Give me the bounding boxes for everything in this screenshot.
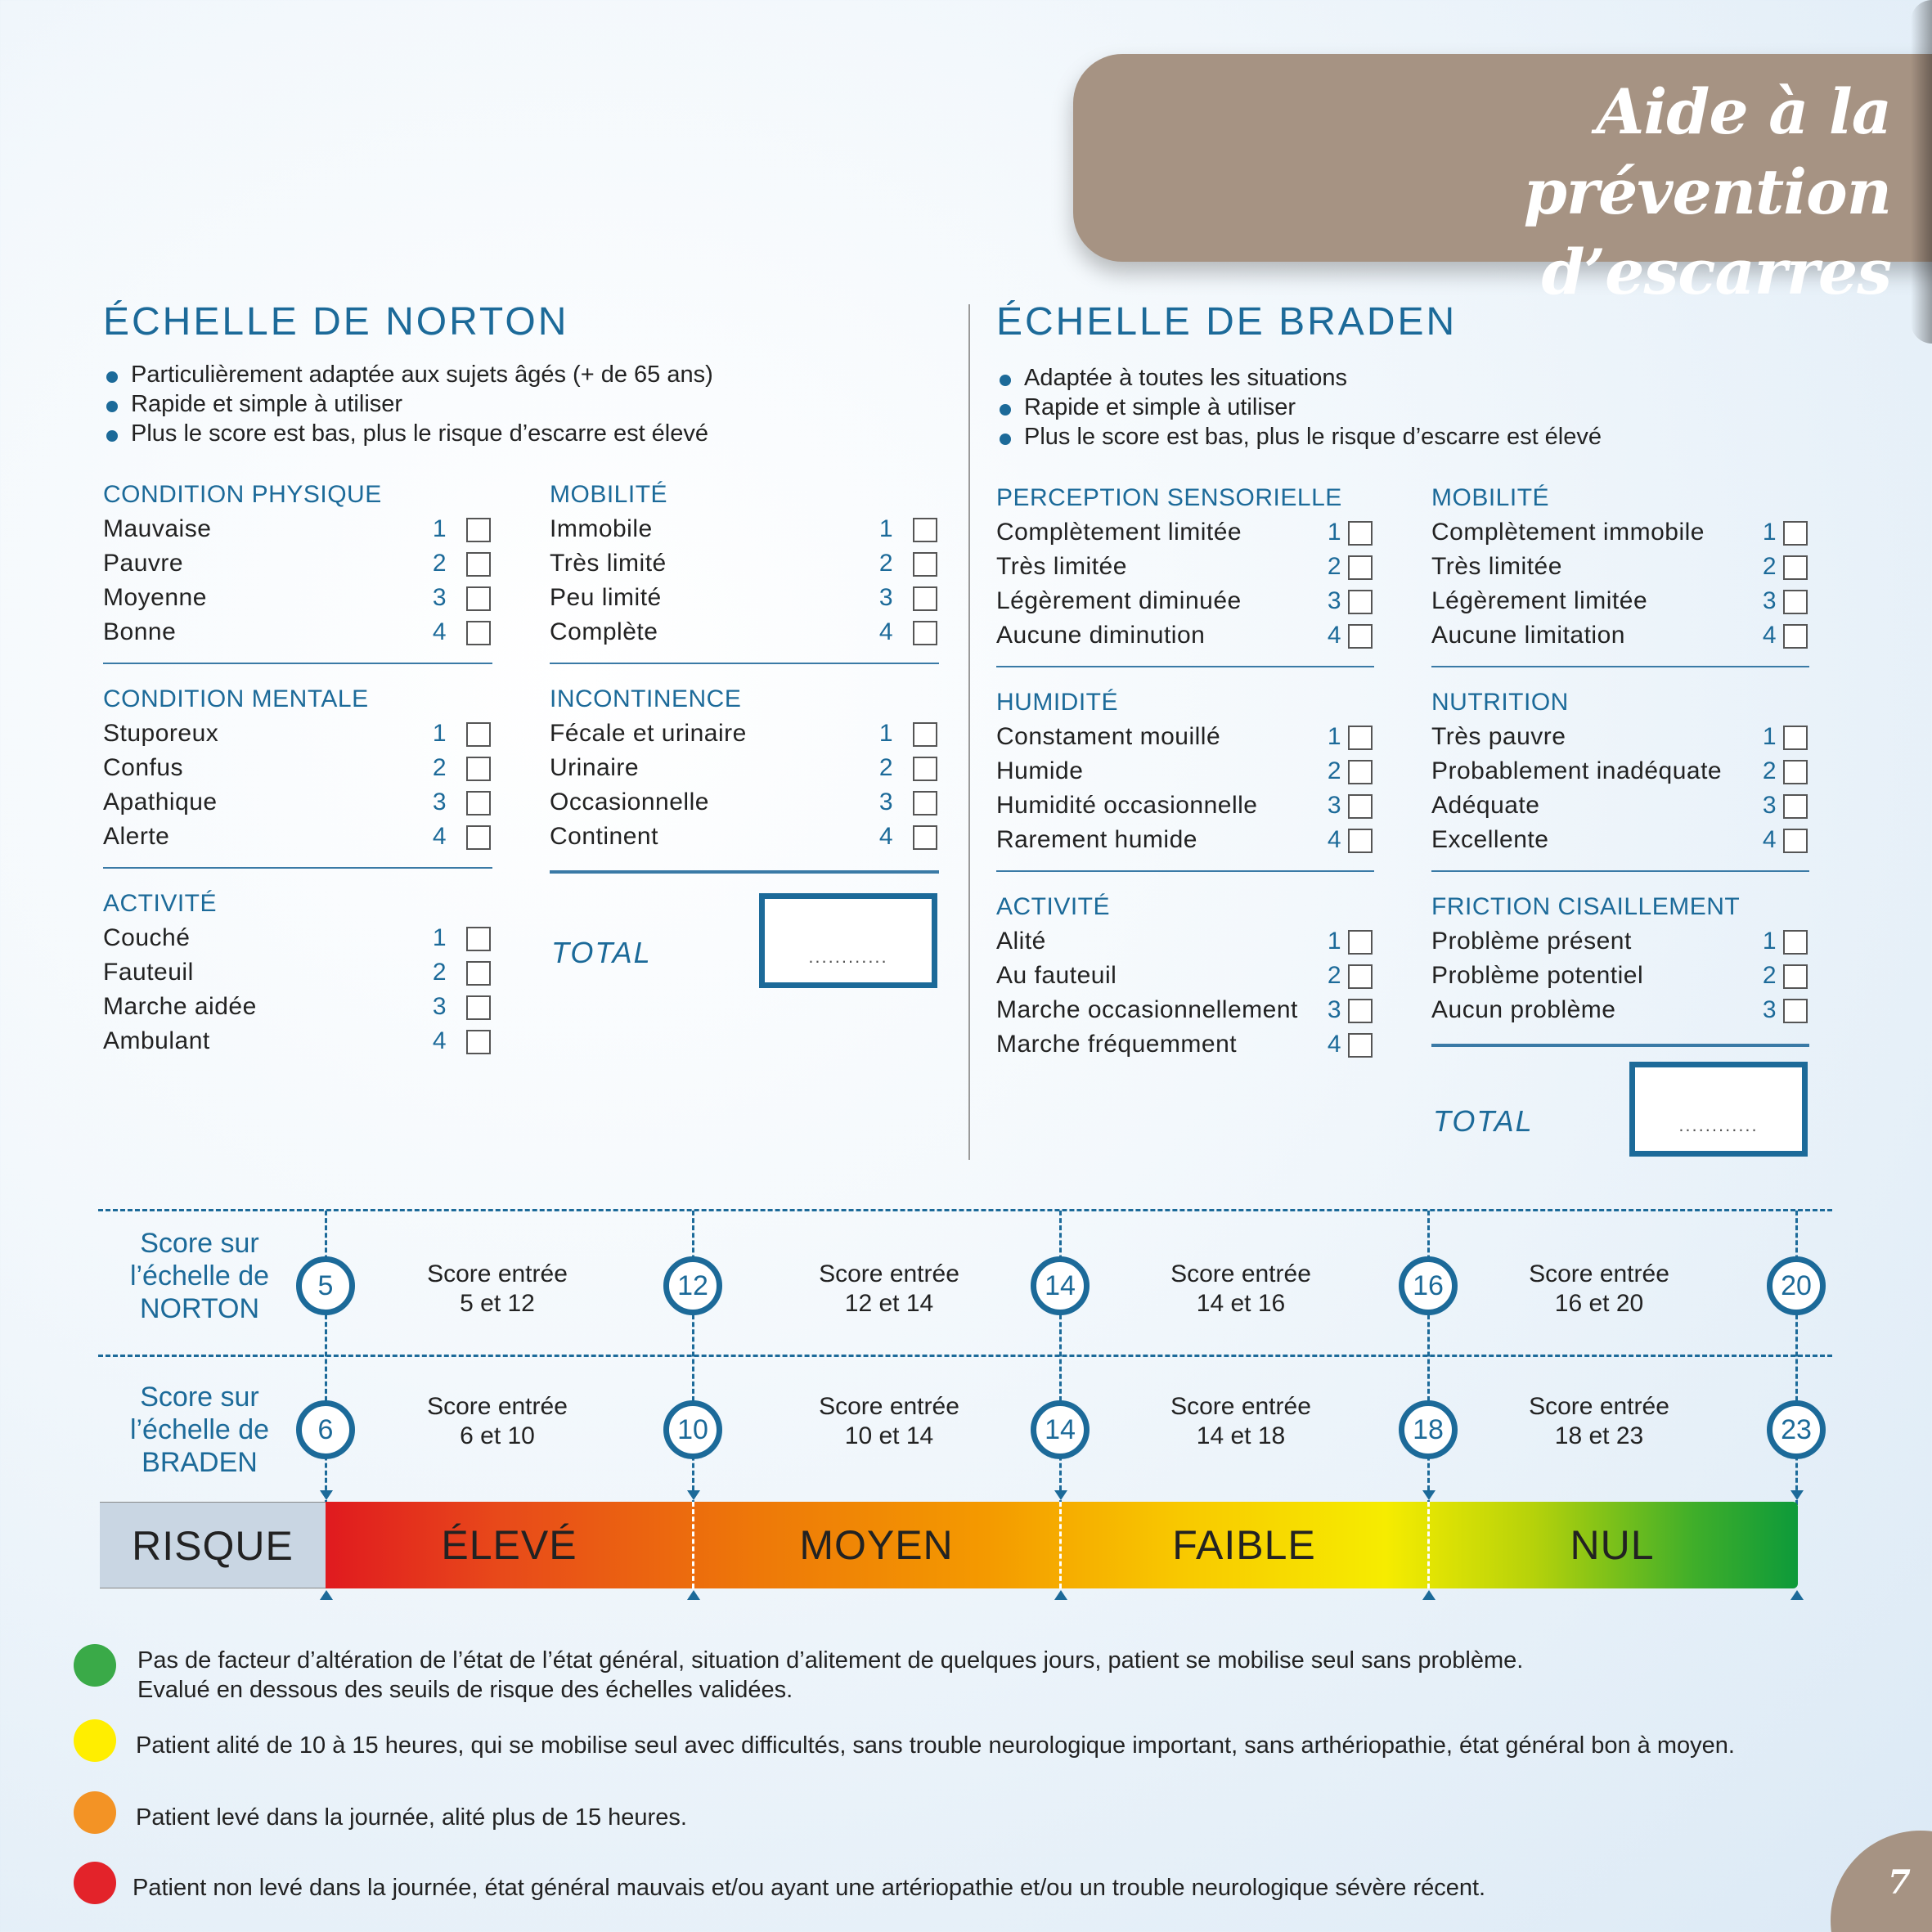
marker-arrow-up <box>1422 1590 1436 1600</box>
option-row <box>103 955 492 990</box>
option-row <box>996 720 1374 754</box>
option-row <box>1431 584 1809 618</box>
option-score: 1 <box>1327 723 1341 750</box>
option-row <box>550 581 939 615</box>
option-checkbox[interactable] <box>913 825 937 850</box>
option-label: Humidité occasionnelle <box>996 792 1258 819</box>
marker-arrow-down <box>1422 1490 1436 1500</box>
legend-line: Patient alité de 10 à 15 heures, qui se mobilise seul avec difficultés, sans trouble neurologique important, sans arthériopathie, état général bon à moyen. <box>136 1732 1735 1759</box>
option-checkbox[interactable] <box>1348 726 1373 750</box>
group-title: CONDITION PHYSIQUE <box>103 481 382 508</box>
option-label: Humide <box>996 757 1084 784</box>
option-label: Complètement immobile <box>1431 519 1705 546</box>
option-row <box>1431 993 1809 1027</box>
label-line: l’échelle de <box>129 1260 270 1292</box>
norton-total-label: TOTAL <box>551 936 652 969</box>
option-score: 2 <box>1762 962 1777 989</box>
group-title: NUTRITION <box>1431 689 1569 716</box>
option-score: 1 <box>432 515 447 542</box>
option-score: 1 <box>1762 519 1777 546</box>
option-label: Peu limité <box>550 584 662 611</box>
legend-text-orange <box>136 1803 1853 1832</box>
option-score: 1 <box>432 720 447 747</box>
option-checkbox[interactable] <box>466 791 491 815</box>
option-row <box>550 512 939 546</box>
legend-text-red <box>133 1873 1850 1903</box>
option-checkbox[interactable] <box>1783 794 1808 819</box>
option-label: Bonne <box>103 618 177 645</box>
option-label: Marche fréquemment <box>996 1031 1238 1058</box>
option-score: 3 <box>432 584 447 611</box>
norton-threshold-marker: 12 <box>663 1256 722 1315</box>
legend-line: Pas de facteur d’altération de l’état de l’état général, situation d’alitement de quelques jours, patient se mobilise seul sans problème. <box>137 1647 1524 1674</box>
option-row <box>103 546 492 581</box>
option-row <box>550 820 939 854</box>
label-line: Score sur <box>140 1228 259 1259</box>
option-row <box>1431 720 1809 754</box>
norton-range <box>766 1260 1012 1319</box>
option-label: Complète <box>550 618 658 645</box>
option-checkbox[interactable] <box>1783 999 1808 1023</box>
option-score: 3 <box>1327 792 1341 819</box>
option-label: Alité <box>996 928 1046 955</box>
option-score: 4 <box>1327 1031 1341 1058</box>
option-row <box>103 1024 492 1058</box>
braden-total-label: TOTAL <box>1433 1104 1534 1138</box>
norton-group-incontinence <box>550 682 939 854</box>
option-checkbox[interactable] <box>913 552 937 577</box>
norton-bullets <box>103 360 713 448</box>
title-line-1: Aide à la <box>1596 75 1891 148</box>
option-score: 4 <box>432 618 447 645</box>
range-line: 12 et 14 <box>844 1290 934 1317</box>
option-checkbox[interactable] <box>913 757 937 781</box>
option-score: 2 <box>878 754 893 781</box>
marker-arrow-down <box>1790 1490 1804 1500</box>
option-checkbox[interactable] <box>466 518 491 542</box>
option-label: Légèrement diminuée <box>996 587 1242 614</box>
option-label: Marche occasionnellement <box>996 996 1298 1023</box>
option-checkbox[interactable] <box>1348 829 1373 853</box>
option-score: 4 <box>1327 826 1341 853</box>
grid-line-vertical <box>325 1211 327 1505</box>
option-checkbox[interactable] <box>466 995 491 1020</box>
option-score: 2 <box>432 959 447 986</box>
option-checkbox[interactable] <box>1348 794 1373 819</box>
braden-threshold-marker: 6 <box>296 1400 355 1459</box>
option-row <box>103 990 492 1024</box>
option-row <box>996 1027 1374 1062</box>
risk-level-faible: FAIBLE <box>1172 1522 1316 1568</box>
column-divider <box>968 304 970 1160</box>
legend-dot-orange <box>74 1791 116 1834</box>
option-score: 2 <box>432 754 447 781</box>
option-row <box>1431 754 1809 789</box>
option-label: Problème potentiel <box>1431 962 1644 989</box>
option-checkbox[interactable] <box>1783 521 1808 546</box>
option-row <box>996 789 1374 823</box>
label-line: Score sur <box>140 1382 259 1413</box>
braden-threshold-marker: 14 <box>1031 1400 1090 1459</box>
option-row <box>550 751 939 785</box>
group-title: MOBILITÉ <box>1431 484 1550 511</box>
norton-group-condition-physique <box>103 478 492 649</box>
risk-label: RISQUE <box>100 1502 326 1588</box>
legend-text-yellow <box>136 1731 1853 1760</box>
braden-bullet: Rapide et simple à utiliser <box>996 393 1602 422</box>
page-edge-shadow <box>1911 0 1932 344</box>
option-row <box>103 717 492 751</box>
option-row <box>550 546 939 581</box>
norton-range <box>1118 1260 1364 1319</box>
option-label: Adéquate <box>1431 792 1540 819</box>
marker-arrow-up <box>687 1590 700 1600</box>
option-row <box>103 785 492 820</box>
option-label: Marche aidée <box>103 993 257 1020</box>
option-row <box>103 751 492 785</box>
option-checkbox[interactable] <box>1783 829 1808 853</box>
option-label: Aucun problème <box>1431 996 1616 1023</box>
option-score: 3 <box>1327 587 1341 614</box>
braden-title: ÉCHELLE DE BRADEN <box>996 300 1458 344</box>
option-label: Fauteuil <box>103 959 194 986</box>
option-row <box>996 823 1374 857</box>
option-score: 4 <box>1762 826 1777 853</box>
range-line: 14 et 16 <box>1196 1290 1286 1317</box>
page-number: 7 <box>1888 1863 1911 1902</box>
option-row <box>1431 618 1809 653</box>
range-line: 18 et 23 <box>1554 1422 1644 1449</box>
option-label: Aucune limitation <box>1431 622 1625 649</box>
option-label: Ambulant <box>103 1027 210 1054</box>
braden-group-activite <box>996 890 1374 1062</box>
norton-bullet: Rapide et simple à utiliser <box>103 389 713 419</box>
risk-level-nul: NUL <box>1570 1522 1655 1568</box>
option-checkbox[interactable] <box>913 621 937 645</box>
option-label: Moyenne <box>103 584 207 611</box>
braden-group-friction-cisaillement <box>1431 890 1809 1027</box>
group-title: ACTIVITÉ <box>996 893 1111 920</box>
option-checkbox[interactable] <box>1783 964 1808 989</box>
option-label: Aucune diminution <box>996 622 1206 649</box>
option-label: Complètement limitée <box>996 519 1242 546</box>
risk-level-eleve: ÉLEVÉ <box>441 1522 577 1568</box>
braden-range <box>1118 1392 1364 1451</box>
option-row <box>1431 959 1809 993</box>
option-label: Constament mouillé <box>996 723 1221 750</box>
option-score: 4 <box>432 1027 447 1054</box>
option-score: 1 <box>1327 519 1341 546</box>
option-score: 4 <box>878 823 893 850</box>
legend-dot-yellow <box>74 1719 116 1762</box>
option-row <box>1431 550 1809 584</box>
option-row <box>550 717 939 751</box>
option-score: 3 <box>1762 587 1777 614</box>
option-checkbox[interactable] <box>466 722 491 747</box>
option-row <box>1431 789 1809 823</box>
norton-threshold-marker: 5 <box>296 1256 355 1315</box>
option-checkbox[interactable] <box>1348 1033 1373 1058</box>
option-checkbox[interactable] <box>913 518 937 542</box>
option-label: Pauvre <box>103 550 184 577</box>
option-label: Stuporeux <box>103 720 219 747</box>
option-label: Mauvaise <box>103 515 212 542</box>
option-checkbox[interactable] <box>913 586 937 611</box>
grid-line-vertical <box>1795 1211 1798 1505</box>
group-title: CONDITION MENTALE <box>103 685 369 712</box>
marker-arrow-up <box>1790 1590 1804 1600</box>
risk-level-moyen: MOYEN <box>799 1522 954 1568</box>
braden-threshold-marker: 18 <box>1399 1400 1458 1459</box>
option-row <box>1431 924 1809 959</box>
option-checkbox[interactable] <box>1348 521 1373 546</box>
range-line: Score entrée <box>1170 1260 1311 1287</box>
range-line: 14 et 18 <box>1196 1422 1286 1449</box>
option-score: 1 <box>432 924 447 951</box>
option-score: 3 <box>878 789 893 815</box>
option-label: Très pauvre <box>1431 723 1566 750</box>
marker-arrow-down <box>320 1490 333 1500</box>
group-title: HUMIDITÉ <box>996 689 1118 716</box>
option-label: Occasionnelle <box>550 789 709 815</box>
norton-group-mobilite <box>550 478 939 649</box>
option-row <box>103 921 492 955</box>
option-score: 4 <box>432 823 447 850</box>
group-title: PERCEPTION SENSORIELLE <box>996 484 1342 511</box>
norton-group-activite <box>103 887 492 1058</box>
range-line: Score entrée <box>1170 1393 1311 1420</box>
range-line: 6 et 10 <box>460 1422 535 1449</box>
range-line: Score entrée <box>819 1393 959 1420</box>
option-label: Urinaire <box>550 754 640 781</box>
option-label: Rarement humide <box>996 826 1197 853</box>
marker-arrow-up <box>320 1590 333 1600</box>
braden-bullet: Adaptée à toutes les situations <box>996 363 1602 393</box>
legend-dot-red <box>74 1862 116 1904</box>
option-label: Très limité <box>550 550 667 577</box>
legend-line: Evalué en dessous des seuils de risque des échelles validées. <box>137 1677 793 1703</box>
braden-range <box>375 1392 620 1451</box>
braden-group-perception-sensorielle <box>996 481 1374 653</box>
option-label: Couché <box>103 924 191 951</box>
norton-range <box>375 1260 620 1319</box>
option-score: 1 <box>878 515 893 542</box>
option-score: 2 <box>1762 553 1777 580</box>
option-checkbox[interactable] <box>1783 726 1808 750</box>
option-score: 2 <box>432 550 447 577</box>
range-line: 5 et 12 <box>460 1290 535 1317</box>
option-row <box>996 618 1374 653</box>
range-line: 10 et 14 <box>844 1422 934 1449</box>
option-checkbox[interactable] <box>1348 760 1373 784</box>
label-line: NORTON <box>139 1293 260 1324</box>
option-row <box>996 515 1374 550</box>
option-label: Très limitée <box>1431 553 1562 580</box>
option-score: 3 <box>878 584 893 611</box>
norton-threshold-marker: 20 <box>1767 1256 1826 1315</box>
option-checkbox[interactable] <box>466 621 491 645</box>
option-label: Immobile <box>550 515 653 542</box>
option-row <box>1431 823 1809 857</box>
option-row <box>996 754 1374 789</box>
braden-group-nutrition <box>1431 685 1809 857</box>
option-checkbox[interactable] <box>1348 590 1373 614</box>
range-line: 16 et 20 <box>1554 1290 1644 1317</box>
norton-threshold-marker: 16 <box>1399 1256 1458 1315</box>
norton-score-label <box>118 1227 281 1325</box>
option-checkbox[interactable] <box>466 927 491 951</box>
group-title: FRICTION CISAILLEMENT <box>1431 893 1741 920</box>
grid-line-middle <box>98 1355 1832 1357</box>
option-checkbox[interactable] <box>1783 555 1808 580</box>
option-score: 2 <box>1327 757 1341 784</box>
label-line: BRADEN <box>142 1447 258 1478</box>
option-label: Fécale et urinaire <box>550 720 747 747</box>
option-label: Légèrement limitée <box>1431 587 1648 614</box>
grid-line-top <box>98 1209 1832 1211</box>
braden-group-humidite <box>996 685 1374 857</box>
option-score: 3 <box>432 993 447 1020</box>
legend-text-green <box>137 1646 1855 1705</box>
option-checkbox[interactable] <box>466 825 491 850</box>
braden-group-mobilite <box>1431 481 1809 653</box>
braden-bullets <box>996 363 1602 452</box>
option-score: 4 <box>1762 622 1777 649</box>
option-row <box>996 924 1374 959</box>
option-checkbox[interactable] <box>913 722 937 747</box>
option-score: 3 <box>1762 792 1777 819</box>
option-checkbox[interactable] <box>466 586 491 611</box>
option-score: 1 <box>1762 723 1777 750</box>
group-title: MOBILITÉ <box>550 481 668 508</box>
option-score: 4 <box>878 618 893 645</box>
page-title <box>1155 72 1891 312</box>
option-label: Problème présent <box>1431 928 1632 955</box>
option-label: Alerte <box>103 823 170 850</box>
braden-score-label <box>118 1381 281 1479</box>
braden-bullet: Plus le score est bas, plus le risque d’escarre est élevé <box>996 422 1602 452</box>
option-row <box>103 615 492 649</box>
option-score: 1 <box>1327 928 1341 955</box>
option-checkbox[interactable] <box>1348 624 1373 649</box>
option-checkbox[interactable] <box>466 961 491 986</box>
option-checkbox[interactable] <box>913 791 937 815</box>
range-line: Score entrée <box>427 1260 568 1287</box>
option-label: Probablement inadéquate <box>1431 757 1723 784</box>
range-line: Score entrée <box>1529 1260 1669 1287</box>
option-checkbox[interactable] <box>466 757 491 781</box>
range-line: Score entrée <box>1529 1393 1669 1420</box>
option-row <box>103 581 492 615</box>
option-score: 3 <box>432 789 447 815</box>
option-label: Confus <box>103 754 184 781</box>
option-label: Au fauteuil <box>996 962 1117 989</box>
braden-total-field[interactable]: ............ <box>1629 1062 1808 1157</box>
option-checkbox[interactable] <box>466 552 491 577</box>
norton-range <box>1476 1260 1722 1319</box>
label-line: l’échelle de <box>129 1414 270 1445</box>
option-score: 2 <box>1327 962 1341 989</box>
norton-group-condition-mentale <box>103 682 492 854</box>
option-label: Très limitée <box>996 553 1127 580</box>
option-checkbox[interactable] <box>1348 930 1373 955</box>
norton-total-field[interactable]: ............ <box>759 893 937 988</box>
option-row <box>996 993 1374 1027</box>
page-number-badge <box>1831 1831 1932 1932</box>
option-row <box>103 820 492 854</box>
norton-bullet: Plus le score est bas, plus le risque d’escarre est élevé <box>103 419 713 448</box>
option-row <box>550 615 939 649</box>
option-row <box>996 584 1374 618</box>
option-checkbox[interactable] <box>1783 624 1808 649</box>
option-row <box>1431 515 1809 550</box>
title-line-2: prévention d’escarres <box>1523 155 1891 308</box>
option-score: 2 <box>1762 757 1777 784</box>
option-score: 1 <box>878 720 893 747</box>
braden-range <box>766 1392 1012 1451</box>
legend-dot-green <box>74 1644 116 1687</box>
option-label: Excellente <box>1431 826 1549 853</box>
marker-arrow-down <box>687 1490 700 1500</box>
legend-line: Patient non levé dans la journée, état général mauvais et/ou ayant une artériopathie et/ou un trouble neurologique sévère récent. <box>133 1875 1486 1901</box>
option-row <box>996 550 1374 584</box>
option-checkbox[interactable] <box>1348 999 1373 1023</box>
option-row <box>103 512 492 546</box>
option-row <box>550 785 939 820</box>
range-line: Score entrée <box>819 1260 959 1287</box>
group-title: ACTIVITÉ <box>103 890 218 917</box>
option-score: 4 <box>1327 622 1341 649</box>
option-score: 1 <box>1762 928 1777 955</box>
range-line: Score entrée <box>427 1393 568 1420</box>
braden-threshold-marker: 23 <box>1767 1400 1826 1459</box>
marker-arrow-down <box>1054 1490 1067 1500</box>
option-label: Apathique <box>103 789 218 815</box>
legend-line: Patient levé dans la journée, alité plus de 15 heures. <box>136 1804 687 1831</box>
option-label: Continent <box>550 823 658 850</box>
option-score: 2 <box>878 550 893 577</box>
norton-threshold-marker: 14 <box>1031 1256 1090 1315</box>
option-checkbox[interactable] <box>1783 930 1808 955</box>
option-score: 3 <box>1762 996 1777 1023</box>
option-checkbox[interactable] <box>1783 590 1808 614</box>
option-checkbox[interactable] <box>1348 555 1373 580</box>
marker-arrow-up <box>1054 1590 1067 1600</box>
norton-bullet: Particulièrement adaptée aux sujets âgés (+ de 65 ans) <box>103 360 713 389</box>
option-score: 2 <box>1327 553 1341 580</box>
braden-range <box>1476 1392 1722 1451</box>
braden-threshold-marker: 10 <box>663 1400 722 1459</box>
option-checkbox[interactable] <box>1348 964 1373 989</box>
option-row <box>996 959 1374 993</box>
option-checkbox[interactable] <box>466 1030 491 1054</box>
group-title: INCONTINENCE <box>550 685 742 712</box>
option-score: 3 <box>1327 996 1341 1023</box>
option-checkbox[interactable] <box>1783 760 1808 784</box>
title-banner <box>1073 54 1932 308</box>
norton-title: ÉCHELLE DE NORTON <box>103 300 569 344</box>
